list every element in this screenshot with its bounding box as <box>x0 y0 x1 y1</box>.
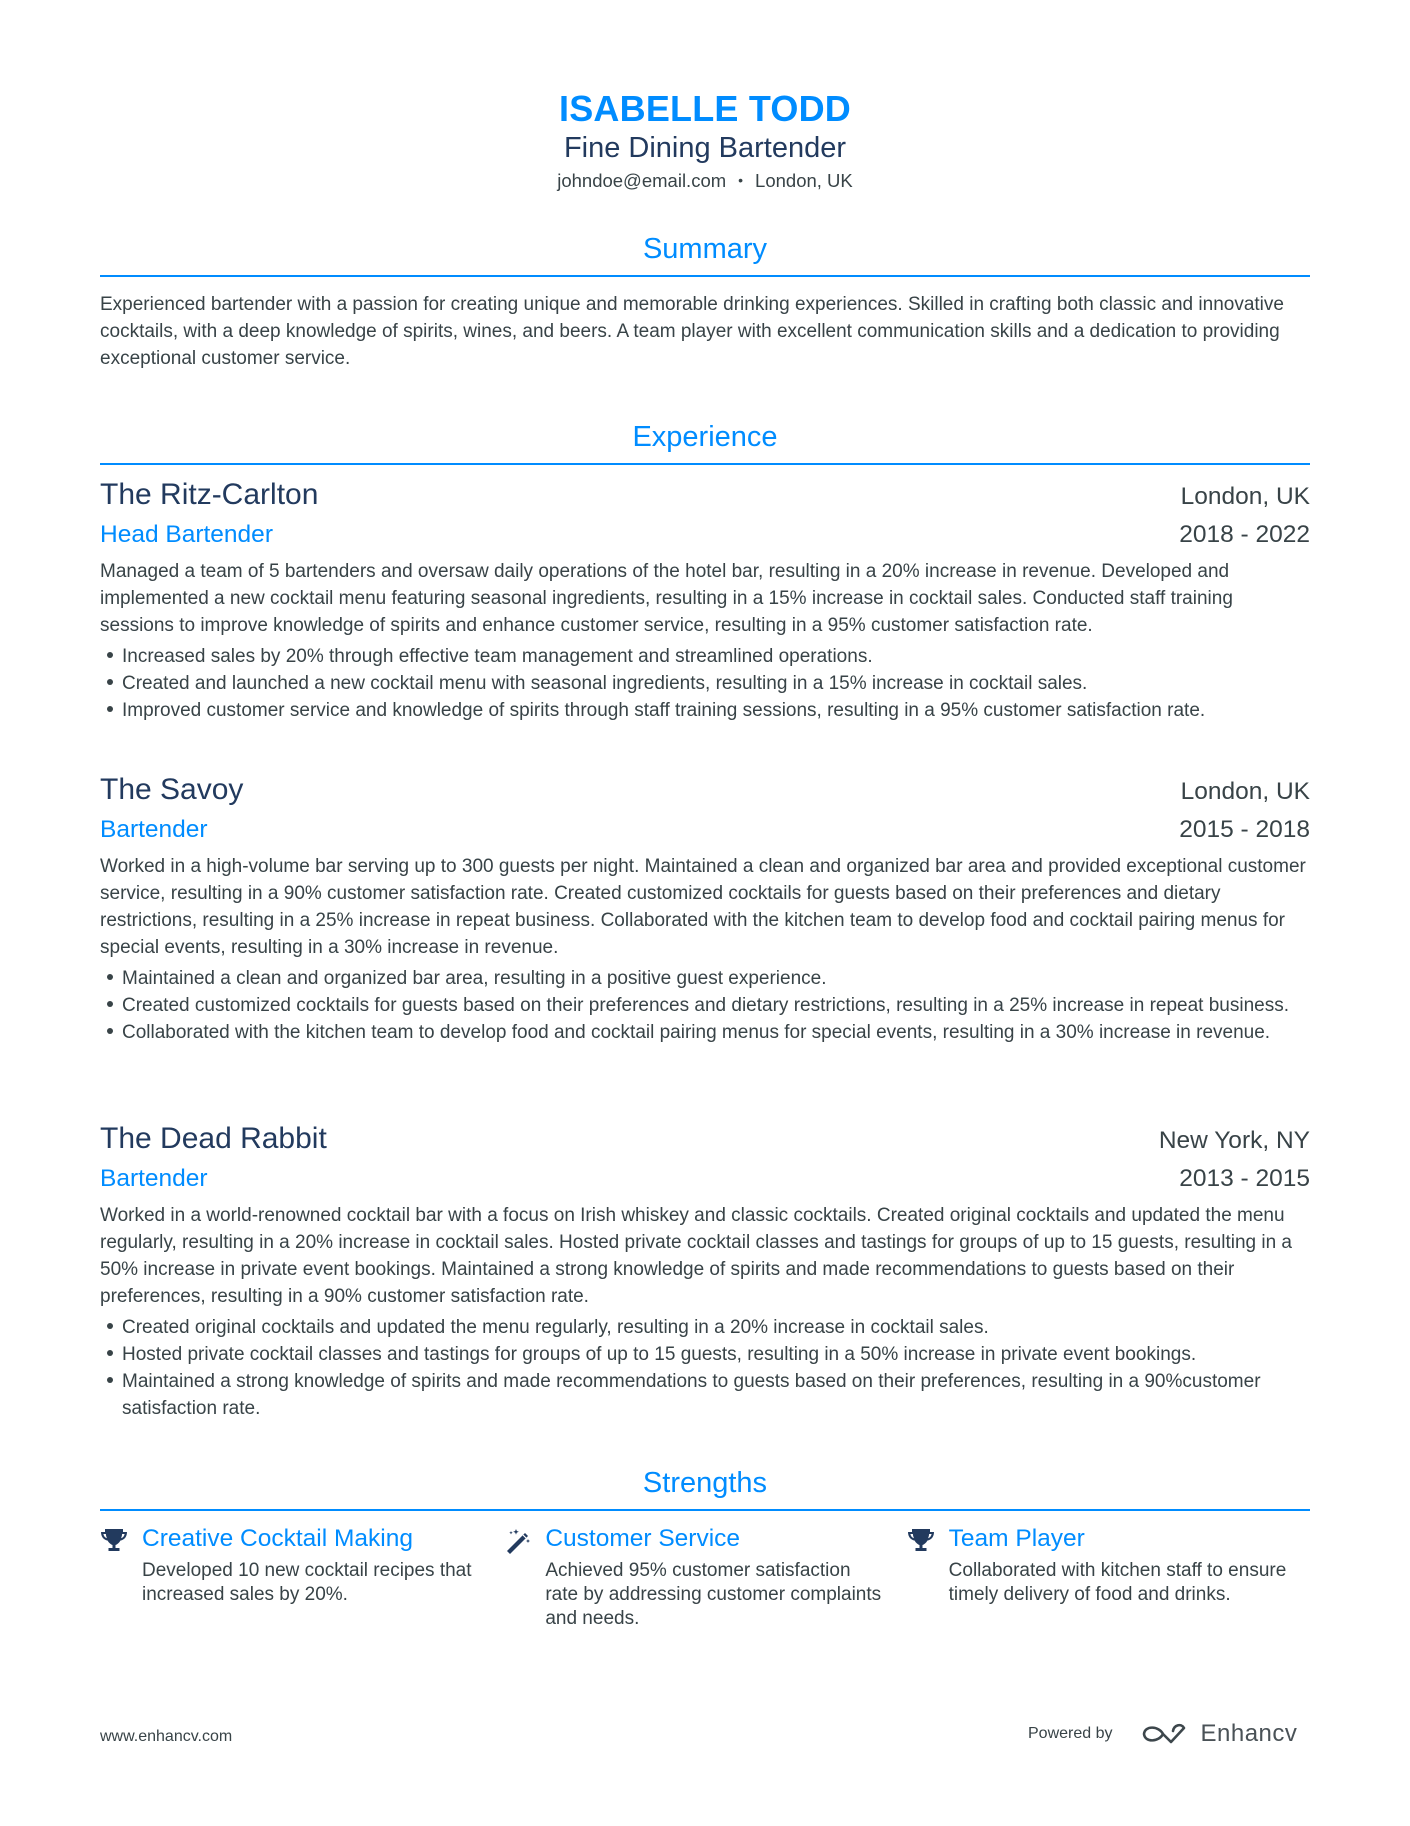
job-bullet: Maintained a strong knowledge of spirits and made recommendations to guests based on their preferences, resulting in a 90%customer satisfaction rate. <box>100 1368 1310 1422</box>
enhancv-logo-icon <box>1141 1721 1189 1747</box>
job-location: London, UK <box>1180 483 1310 510</box>
candidate-name: ISABELLE TODD <box>559 88 851 129</box>
contact-location: London, UK <box>755 170 853 191</box>
strengths-section <box>100 1466 1310 1631</box>
candidate-title: Fine Dining Bartender <box>563 132 847 164</box>
job-company: The Savoy <box>100 773 244 806</box>
strength-description: Developed 10 new cocktail recipes that increased sales by 20%. <box>142 1560 472 1605</box>
strength-item <box>503 1523 906 1631</box>
job-company: The Dead Rabbit <box>100 1122 327 1155</box>
resume-page <box>100 0 1310 1629</box>
magic-wand-icon <box>503 1523 545 1631</box>
job-description: Worked in a high-volume bar serving up to 300 guests per night. Maintained a clean and organized bar area and provided exceptional customer service, resulting in a 90% customer satisfaction rate. Created customized cocktails for guests based on their preferences and dietary restrictions, resulting in a 25% increase in repeat business. Collaborated with the kitchen team to develop food and cocktail pairing menus for special events, resulting in a 30% increase in revenue. <box>100 856 1306 958</box>
strengths-grid <box>100 1523 1310 1631</box>
job-role: Bartender <box>100 1165 208 1192</box>
experience-heading: Experience <box>100 420 1310 465</box>
summary-text: Experienced bartender with a passion for creating unique and memorable drinking experiences. Skilled in crafting both classic and innovative cocktails, with a deep knowledge of spirits, wines, and beers. A team player with excellent communication skills and a dedication to providing exceptional customer service. <box>100 294 1284 369</box>
job-company: The Ritz-Carlton <box>100 478 319 511</box>
job-bullets <box>100 643 1310 724</box>
job-dates: 2018 - 2022 <box>1179 521 1310 548</box>
summary-section <box>100 232 1310 372</box>
strength-description: Achieved 95% customer satisfaction rate by addressing customer complaints and needs. <box>545 1560 882 1629</box>
experience-section <box>100 420 1310 465</box>
resume-header <box>100 0 1310 195</box>
strength-description: Collaborated with kitchen staff to ensure timely delivery of food and drinks. <box>948 1560 1287 1605</box>
job-bullet: Hosted private cocktail classes and tastings for groups of up to 15 guests, resulting in a 50% increase in private event bookings. <box>100 1341 1310 1368</box>
strength-title: Team Player <box>948 1525 1085 1552</box>
job-role: Bartender <box>100 816 208 843</box>
job-description: Worked in a world-renowned cocktail bar with a focus on Irish whiskey and classic cocktails. Created original cocktails and updated the menu regularly, resulting in a 20% increase in cocktail sales. Hosted private cocktail classes and tastings for groups of up to 15 guests, resulting in a 50% increase in private event bookings. Maintained a strong knowledge of spirits and made recommendations to guests based on their preferences, resulting in a 90% customer satisfaction rate. <box>100 1205 1292 1307</box>
strength-title: Creative Cocktail Making <box>142 1525 413 1552</box>
job-role: Head Bartender <box>100 521 273 548</box>
contact-line <box>100 168 1310 195</box>
job-bullet: Improved customer service and knowledge of spirits through staff training sessions, resulting in a 95% customer satisfaction rate. <box>100 697 1310 724</box>
job-dates: 2015 - 2018 <box>1179 816 1310 843</box>
footer-branding <box>1028 1720 1297 1748</box>
strength-item <box>100 1523 503 1631</box>
footer-website-link[interactable]: www.enhancv.com <box>100 1728 233 1745</box>
job-entry <box>100 476 1310 724</box>
trophy-icon <box>100 1523 142 1631</box>
powered-by-label: Powered by <box>1028 1725 1113 1742</box>
job-bullet: Created original cocktails and updated the menu regularly, resulting in a 20% increase in cocktail sales. <box>100 1314 1310 1341</box>
contact-email[interactable]: johndoe@email.com <box>557 170 727 191</box>
job-description: Managed a team of 5 bartenders and oversaw daily operations of the hotel bar, resulting in a 20% increase in revenue. Developed and implemented a new cocktail menu featuring seasonal ingredients, resulting in a 15% increase in cocktail sales. Conducted staff training sessions to improve knowledge of spirits and enhance customer service, resulting in a 95% customer satisfaction rate. <box>100 561 1233 636</box>
strength-item <box>907 1523 1310 1631</box>
strength-title: Customer Service <box>545 1525 741 1552</box>
strengths-heading: Strengths <box>100 1466 1310 1511</box>
job-entry <box>100 1120 1310 1422</box>
job-bullet: Collaborated with the kitchen team to develop food and cocktail pairing menus for special events, resulting in a 30% increase in revenue. <box>100 1019 1310 1046</box>
trophy-icon <box>907 1523 949 1631</box>
enhancv-logo[interactable] <box>1141 1720 1298 1748</box>
brand-name: Enhancv <box>1200 1720 1298 1747</box>
job-bullet: Increased sales by 20% through effective team management and streamlined operations. <box>100 643 1310 670</box>
job-bullet: Created customized cocktails for guests based on their preferences and dietary restrictions, resulting in a 25% increase in repeat business. <box>100 992 1310 1019</box>
job-location: London, UK <box>1180 778 1310 805</box>
job-entry <box>100 771 1310 1046</box>
job-bullets <box>100 1314 1310 1422</box>
job-dates: 2013 - 2015 <box>1179 1165 1310 1192</box>
job-bullet: Created and launched a new cocktail menu with seasonal ingredients, resulting in a 15% increase in cocktail sales. <box>100 670 1310 697</box>
job-bullet: Maintained a clean and organized bar area, resulting in a positive guest experience. <box>100 965 1310 992</box>
job-location: New York, NY <box>1158 1127 1310 1154</box>
job-bullets <box>100 965 1310 1046</box>
summary-heading: Summary <box>100 232 1310 277</box>
contact-separator: • <box>738 172 744 188</box>
